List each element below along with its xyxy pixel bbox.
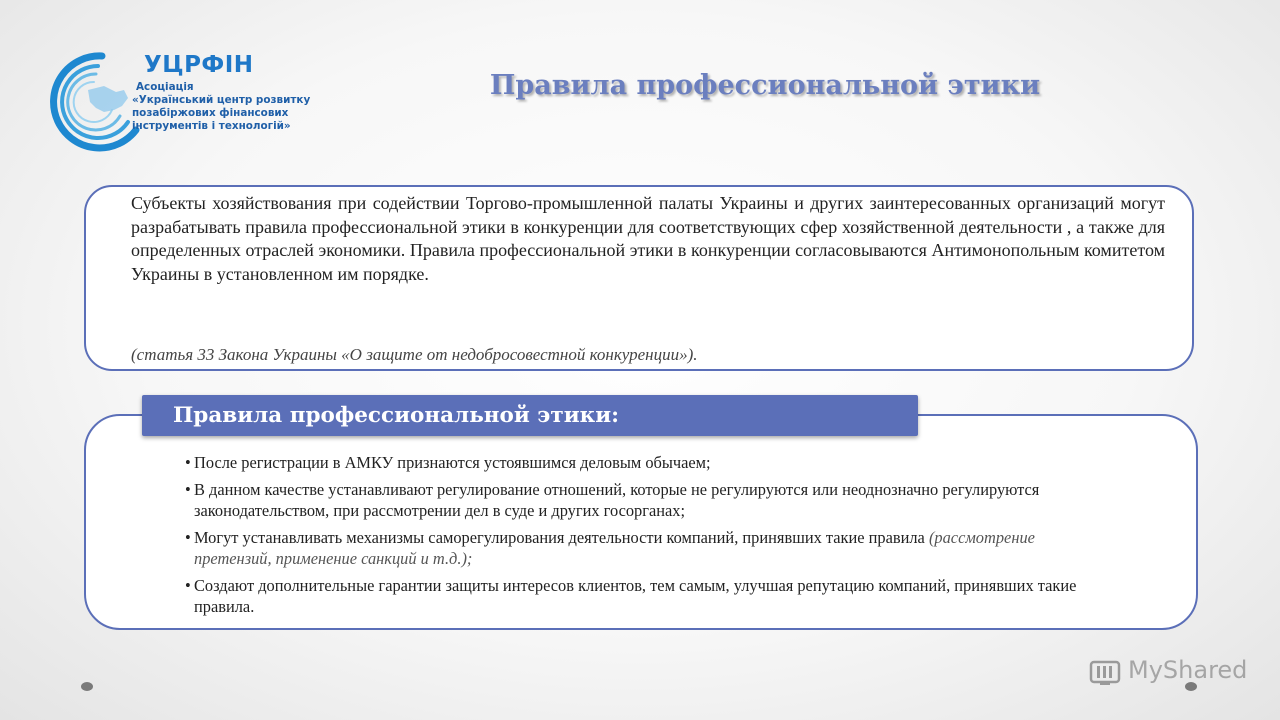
logo-desc-line: Асоціація [136, 81, 194, 93]
bullet-icon: • [185, 575, 191, 595]
bullet-icon: • [185, 479, 191, 499]
logo-desc-line: позабіржових фінансових [132, 107, 289, 119]
rules-banner-title: Правила профессиональной этики: [173, 403, 620, 428]
bullet-icon: • [185, 527, 191, 547]
bullet-icon: • [185, 453, 191, 472]
watermark-text: MyShared [1128, 656, 1248, 684]
logo-description [130, 81, 340, 133]
list-item [186, 479, 1086, 522]
list-item [186, 527, 1086, 570]
organization-logo [44, 52, 334, 152]
watermark [1088, 656, 1248, 688]
law-quote-text: Субъекты хозяйствования при содействии Торгово-промышленной палаты Украины и других заинтересованных организаций могут разрабатывать правила профессиональной этики в конкуренции для соответствующих сфер хозяйственной деятельности , а также для определенных отраслей экономики. Правила профессиональной этики в конкуренции согласовываются Антимонопольным комитетом Украины в установленном им порядке. [131, 193, 1165, 284]
law-citation: (статья 33 Закона Украины «О защите от недобросовестной конкуренции»). [131, 345, 698, 364]
logo-emblem-icon [44, 52, 144, 152]
rules-bullet-list [186, 452, 1086, 623]
list-item-italic-text: (рассмотрение претензий, применение санкций и т.д.); [194, 527, 1035, 568]
list-item-text: Могут устанавливать механизмы саморегулирования деятельности компаний, принявших такие правила [194, 527, 925, 547]
decorative-dot [81, 682, 93, 691]
watermark-logo-icon [1088, 656, 1124, 688]
list-item-text: После регистрации в АМКУ признаются устоявшимся деловым обычаем; [194, 453, 711, 472]
list-item [186, 575, 1086, 618]
page-title: Правила профессиональной этики [489, 70, 1041, 101]
logo-name: УЦРФІН [144, 52, 254, 78]
logo-desc-line: «Український центр розвитку [132, 94, 311, 106]
list-item-text: Создают дополнительные гарантии защиты интересов клиентов, тем самым, улучшая репутацию компаний, принявших такие правила. [194, 575, 1077, 616]
list-item-text: В данном качестве устанавливают регулирование отношений, которые не регулируются или неоднозначно регулируются законодательством, при рассмотрении дел в суде и других госорганах; [194, 479, 1040, 520]
logo-desc-line: інструментів і технологій» [132, 120, 291, 132]
list-item [186, 452, 1086, 474]
